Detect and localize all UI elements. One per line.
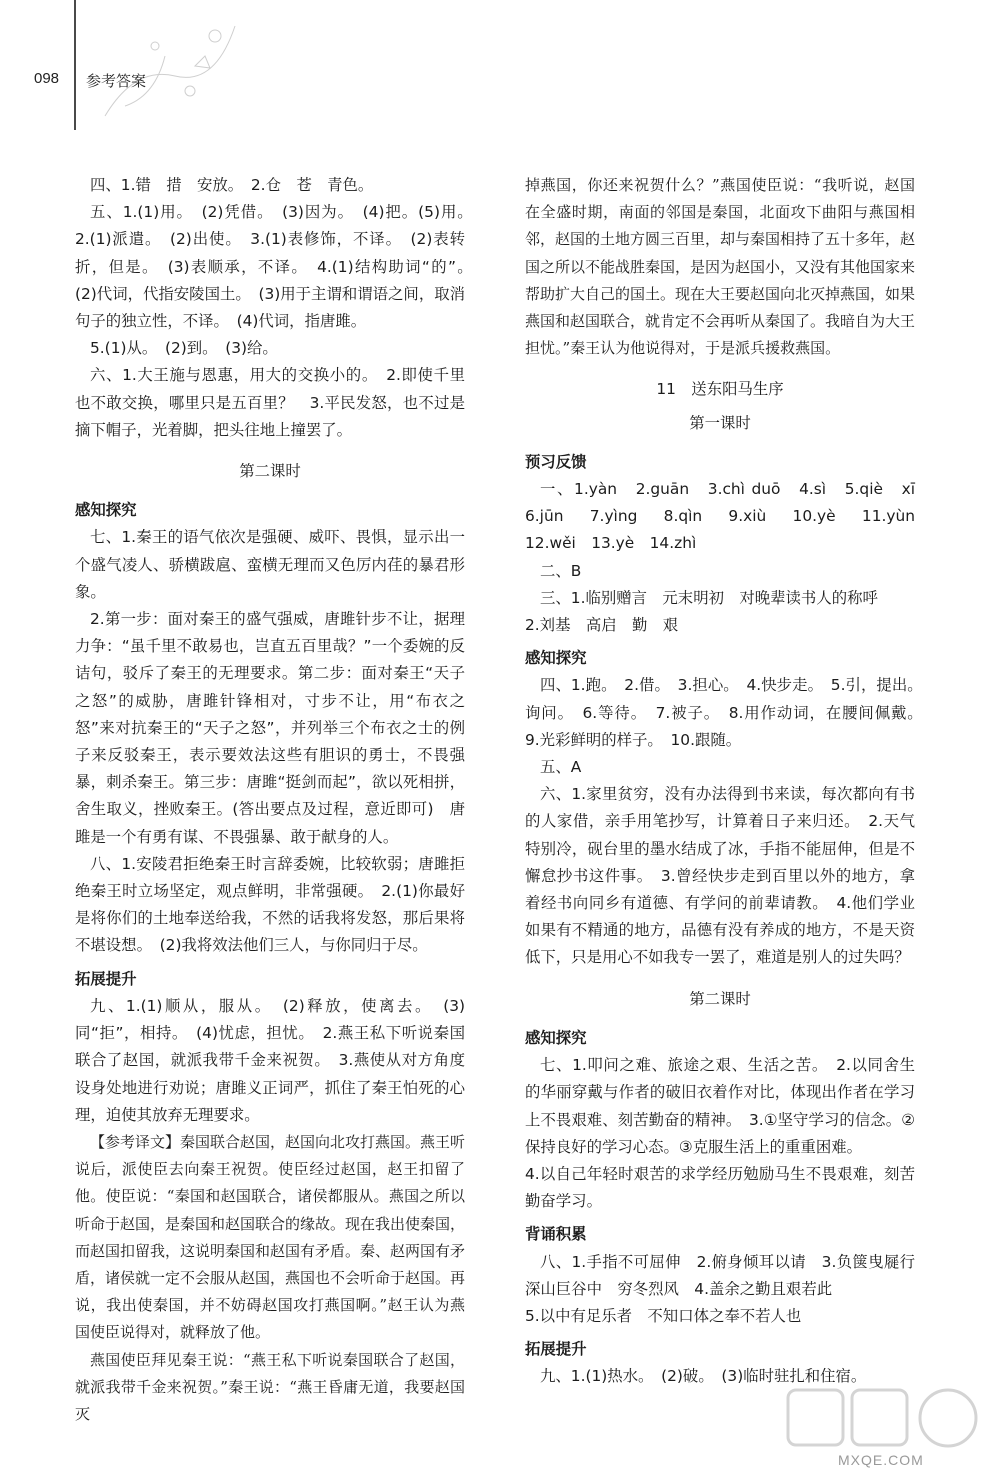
page-number: 098 (34, 70, 60, 87)
answer-paragraph: 4.以自己年轻时艰苦的求学经历勉励马生不畏艰难，刻苦勤奋学习。 (525, 1164, 915, 1211)
answer-paragraph: 2.第一步：面对秦王的盛气强威，唐雎针步不让，据理力争：“虽千里不敢易也，岂直五百里哉？”一个委婉的反诘句，驳斥了秦王的无理要求。第二步：面对秦王“天子之怒”的威胁，唐雎针锋相对，寸步不让，用“布衣之怒”来对抗秦王的“天子之怒”，并列举三个布衣之士的例子来反驳秦王，表示要效法这些有胆识的勇士，不畏强暴，刺杀秦王。第三步：唐雎“挺剑而起”，欲以死相拼，舍生取义，挫败秦王。(答出要点及过程，意近即可) 唐雎是一个有勇有谋、不畏强暴、敢于献身的人。 (75, 610, 465, 846)
left-column (75, 172, 481, 1428)
answer-paragraph: 七、1.秦王的语气依次是强硬、威吓、畏惧，显示出一个盛气凌人、骄横跋扈、蛮横无理而又色厉内荏的暴君形象。 (75, 528, 465, 601)
answer-paragraph: 八、1.安陵君拒绝秦王时言辞委婉，比较软弱；唐雎拒绝秦王时立场坚定，观点鲜明，非常强硬。 2.(1)你最好是将你们的土地奉送给我，不然的话我将发怒，那后果将不堪设想。 (2)我将效法他们三人，与你同归于尽。 (75, 854, 465, 955)
watermark-site: MXQE.COM (838, 1452, 924, 1468)
answer-paragraph: 八、1.手指不可屈伸 2.俯身倾耳以请 3.负箧曳屣行深山巨谷中 穷冬烈风 4.盖余之勤且艰若此 (525, 1252, 915, 1298)
answer-paragraph: 2.刘基 高启 勤 艰 (525, 616, 679, 635)
answer-paragraph: 二、B (540, 561, 582, 580)
section-heading: 感知探究 (525, 1028, 587, 1047)
section-heading: 预习反馈 (525, 452, 587, 471)
lesson-subtitle: 第一课时 (689, 413, 751, 432)
translation-paragraph: 【参考译文】秦国联合赵国，赵国向北攻打燕国。燕王听说后，派使臣去向秦王祝贺。使臣经过赵国，赵王扣留了他。使臣说：“秦国和赵国联合，诸侯都服从。燕国之所以听命于赵国，是秦国和赵国联合的缘故。现在我出使秦国，而赵国扣留我，这说明秦国和赵国有矛盾。秦、赵两国有矛盾，诸侯就一定不会服从赵国，燕国也不会听命于赵国。再说，我出使秦国，并不妨碍赵国攻打燕国啊。”赵王认为燕国使臣说得对，就释放了他。 (75, 1132, 466, 1342)
answer-paragraph: 四、1.跑。 2.借。 3.担心。 4.快步走。 5.引，提出。 询问。 6.等待。 7.被子。 8.用作动词，在腰间佩戴。 9.光彩鲜明的样子。 10.跟随。 (525, 676, 931, 749)
lesson-title: 第二课时 (689, 989, 751, 1008)
lesson-title: 11 送东阳马生序 (656, 380, 784, 399)
answer-paragraph: 四、1.错 措 安放。 2.仓 苍 青色。 (90, 176, 374, 194)
section-heading: 感知探究 (525, 649, 587, 668)
header-divider (74, 0, 76, 130)
section-heading: 感知探究 (75, 501, 137, 520)
answer-paragraph: 一、1.yàn 2.guān 3.chì duō 4.sì 5.qiè xī 6.jūn 7.yìng 8.qìn 9.xiù 10.yè 11.yùn 12.wěi 13.yè 14.zhì (525, 480, 931, 553)
section-heading: 拓展提升 (525, 1340, 587, 1359)
answer-paragraph: 六、1.大王施与恩惠，用大的交换小的。 2.即使千里也不敢交换，哪里只是五百里？ 3.平民发怒，也不过是摘下帽子，光着脚，把头往地上撞罢了。 (75, 366, 465, 439)
section-heading: 拓展提升 (75, 969, 137, 988)
section-title: 参考答案 (86, 72, 147, 90)
section-heading: 背诵积累 (525, 1225, 587, 1244)
answer-paragraph: 九、1.(1)热水。 (2)破。 (3)临时驻扎和住宿。 (540, 1367, 867, 1386)
translation-paragraph: 掉燕国，你还来祝贺什么？”燕国使臣说：“我听说，赵国在全盛时期，南面的邻国是秦国，北面攻下曲阳与燕国相邻，赵国的土地方圆三百里，却与秦国相持了五十多年，赵国之所以不能战胜秦国，是因为赵国小，又没有其他国家来帮助扩大自己的国土。现在大王要赵国向北灭掉燕国，如果燕国和赵国联合，就肯定不会再听从秦国了。我暗自为大王担忧。”秦王认为他说得对，于是派兵援救燕国。 (525, 176, 916, 358)
answer-paragraph: 六、1.家里贫穷，没有办法得到书来读，每次都向有书的人家借，亲手用笔抄写，计算着日子来归还。 2.天气特别冷，砚台里的墨水结成了冰，手指不能屈伸，但是不懈怠抄书这件事。 3.曾经快步走到百里以外的地方，拿着经书向同乡有道德、有学问的前辈请教。 4.他们学业如果有不精通的地方，品德有没有养成的地方，不是天资低下，只是用心不如我专一罢了，难道是别人的过失吗？ (525, 785, 915, 967)
answer-paragraph: 5.(1)从。 (2)到。 (3)给。 (90, 339, 278, 358)
decorative-floral-icon (95, 6, 245, 126)
translation-paragraph: 燕国使臣拜见秦王说：“燕王私下听说秦国联合了赵国，就派我带千金来祝贺。”秦王说：“燕王昏庸无道，我要赵国灭 (75, 1350, 465, 1423)
answer-paragraph: 5.以中有足乐者 不知口体之奉不若人也 (525, 1306, 802, 1325)
answer-paragraph: 五、1.(1)用。 (2)凭借。 (3)因为。 (4)把。(5)用。 2.(1)派遣。 (2)出使。 3.(1)表修饰，不译。 (2)表转折，但是。 (3)表顺承，不译。 4.(1)结构助词“的”。 (2)代词，代指安陵国土。 (3)用于主谓和谓语之间，取消句子的独立性，不译。 (4)代词，指唐雎。 (75, 203, 481, 331)
answer-paragraph: 五、A (540, 758, 582, 777)
right-column (525, 172, 931, 1391)
lesson-title: 第二课时 (239, 462, 301, 481)
answer-paragraph: 三、1.临别赠言 元末明初 对晚辈读书人的称呼 (540, 588, 878, 607)
answer-paragraph: 七、1.叩问之难、旅途之艰、生活之苦。 2.以同舍生的华丽穿戴与作者的破旧衣着作对比，体现出作者在学习上不畏艰难、刻苦勤奋的精神。 3.①坚守学习的信念。②保持良好的学习心态。③克服生活上的重重困难。 (525, 1056, 915, 1156)
answer-paragraph: 九、1.(1)顺从，服从。 (2)释放，使离去。 (3)同“拒”，相持。 (4)忧虑，担忧。 2.燕王私下听说秦国联合了赵国，就派我带千金来祝贺。 3.燕使从对方角度设身处地进行劝说；唐雎义正词严，抓住了秦王怕死的心理，迫使其放弃无理要求。 (75, 996, 465, 1124)
page-header (0, 0, 1000, 140)
